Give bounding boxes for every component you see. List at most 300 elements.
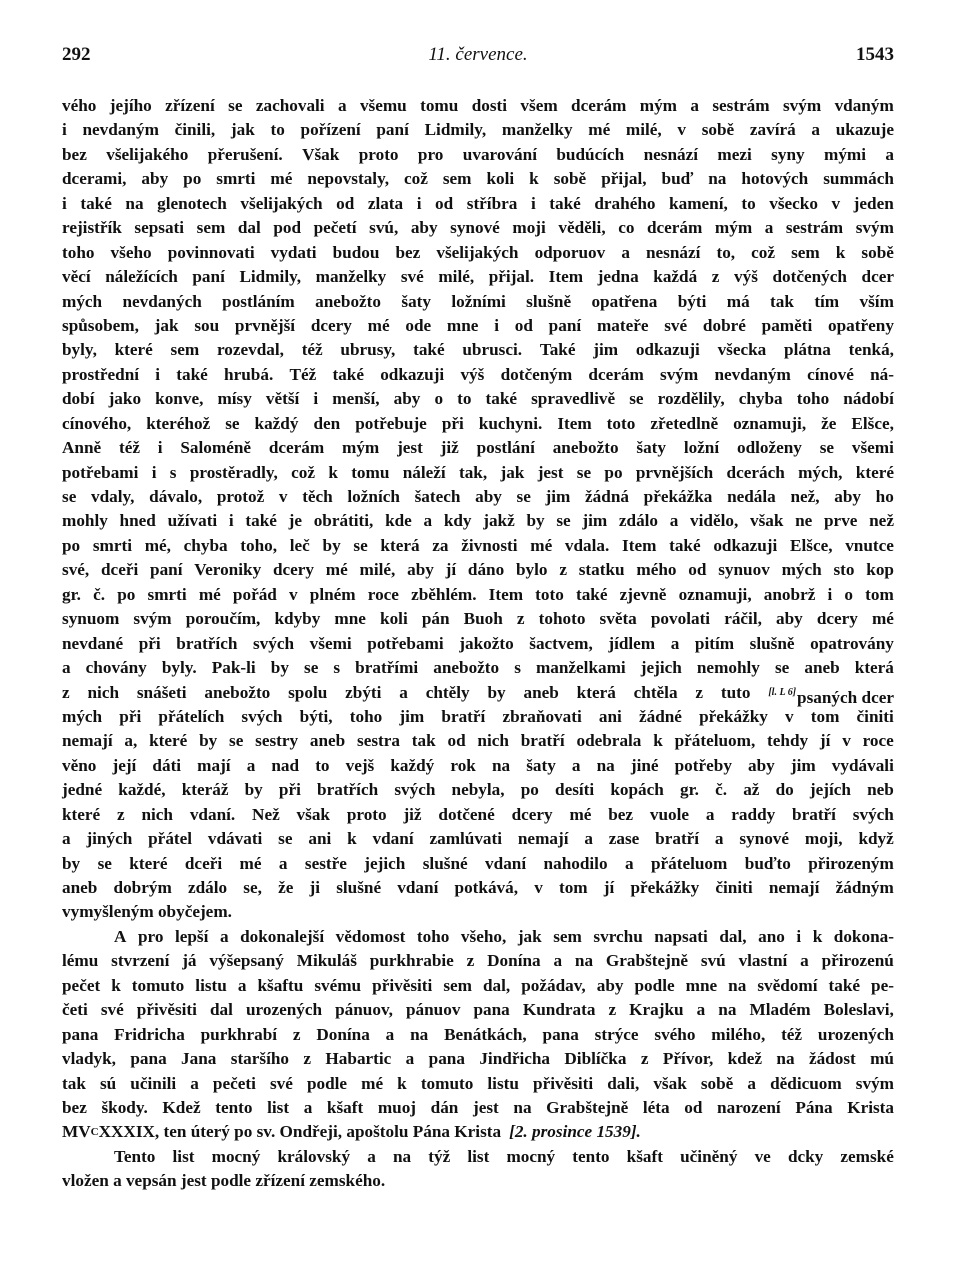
word: svým [855,218,894,238]
word: v [677,120,686,140]
word: ani [598,706,622,726]
word: Elšce, [851,413,894,433]
word: své [664,315,688,335]
word: Také [539,340,576,360]
word: v [289,584,298,604]
word: mé [325,560,348,580]
word: nemají [768,878,820,897]
word: a [399,682,408,702]
word: ráčil, [724,609,762,629]
word: manželky [501,120,573,140]
word: které [114,340,153,360]
word: i [827,584,833,604]
word: Boleslavi, [823,1000,894,1020]
word: též [781,1024,803,1044]
word: aby [393,389,421,409]
word: mne [334,609,366,629]
word: tím [814,291,840,311]
text-line [62,1072,894,1096]
word: by [62,853,81,873]
text-line [62,265,894,289]
word: gr. [62,584,81,604]
word: anebožto [552,438,619,458]
word: Elšce, [790,535,833,555]
word: dal [209,1000,233,1020]
word: ložními [451,291,506,311]
word: činili, [174,120,216,140]
word: prve [824,511,858,531]
word: napsati [654,926,708,946]
word: vdaní. [189,804,236,824]
word: zbraňovati [502,706,582,726]
word: se [629,389,644,409]
word: dceři [101,560,139,580]
text-line [62,974,894,998]
word: sestrám [785,218,844,238]
word: a [62,658,71,678]
word: na [708,169,727,189]
word: zbýti [345,682,382,702]
word: všelijakého [106,144,189,164]
word: svému [314,975,362,995]
word: Lidmily, [239,267,302,287]
word: také [828,975,861,995]
word: nemohly [696,658,760,678]
word: jak [230,120,255,140]
word: dáti [152,755,182,775]
word: Grabštejně [546,1097,629,1117]
word: rejistřík [62,218,122,238]
word: i [151,462,157,482]
word: č. [93,584,106,604]
word: pana [428,1049,465,1069]
word: list [172,1146,195,1166]
word: bez [395,242,421,262]
word: i [62,193,67,213]
word: výšepsaný [209,951,284,971]
word: Buoh [463,609,503,629]
word: dávalo, [149,487,203,506]
word: sem [196,218,226,238]
word: o [434,389,444,409]
word: na [574,951,594,971]
word: což [291,462,315,482]
word: paměti [761,315,813,335]
word: kdy [443,511,472,531]
word: kuchyni. [478,413,543,433]
word: nad [271,755,300,775]
word: nesnází [643,144,699,164]
text-line [62,412,894,436]
word: požádav, [521,975,586,995]
word: dal [237,218,261,238]
word: povolati [650,609,711,629]
word: a [811,120,821,140]
word: pana [130,1049,167,1069]
word: nedála [727,487,776,506]
word: paní [376,120,409,140]
word: slušně [749,633,795,653]
word: leč [289,535,310,555]
word: vdaní [397,878,439,897]
superscript-c: C [90,1126,99,1139]
word: spolu [288,682,328,702]
text-line [62,681,894,705]
word: uvarování [462,144,537,164]
word: jim [545,487,571,506]
word: cínového, [62,413,132,433]
word: všelijakých [436,242,519,262]
word: též [118,438,140,458]
word: dcerám [571,96,627,115]
word: k [835,242,846,262]
word: aby [748,755,775,775]
word: kde [385,511,412,531]
line-text: vložen a vepsán jest podle zřízení zemského. [62,1171,386,1191]
word: a [621,242,630,262]
word: do [775,780,794,800]
word: s [169,462,177,482]
word: od [447,731,466,751]
word: jeden [853,193,894,213]
word: zase [608,829,640,849]
word: kšaft [326,1097,364,1117]
word: k [328,462,338,482]
word: na [718,1000,737,1020]
word: s [514,658,521,678]
word: šatech [414,487,461,506]
word: chtěly [425,682,470,702]
word: a [246,755,256,775]
word: proto [358,144,399,164]
text-line [62,534,894,558]
word: roce [367,584,399,604]
word: své [269,1073,293,1093]
word: činiti [715,878,753,897]
word: jak [154,315,179,335]
word: aby [775,609,803,629]
word: svú, [369,218,399,238]
word: a [303,1097,313,1117]
word: ložních [347,487,400,506]
word: se [576,462,592,482]
word: na [491,755,511,775]
word: kamení, [669,193,728,213]
word: nich [87,682,120,702]
word: svých [252,633,295,653]
word: světa [599,609,637,629]
word: bez [62,144,87,164]
word: všemi [851,438,894,458]
word: paní [150,560,183,580]
word: by [322,535,341,555]
word: svých [241,706,283,726]
word: chyba [738,389,783,409]
word: stvrzení [111,951,170,971]
line-tail: psaných dcer [797,687,894,707]
word: léta [642,1097,670,1117]
word: buď [661,169,694,189]
word: Kdež [162,1097,201,1117]
word: jí [819,731,831,751]
text-line [62,338,894,362]
word: jí [445,560,457,580]
word: tehdy [767,731,809,751]
word: list [267,1097,290,1117]
word: č. [715,780,728,800]
word: slušně [526,291,572,311]
word: Donína [487,951,541,971]
word: dotčeným [500,364,573,384]
word: aby [141,169,169,189]
word: všeho, [460,926,507,946]
word: jiné [630,755,659,775]
word: purkhrabie [369,951,454,971]
word: pro [417,144,444,164]
word: listu [487,1073,519,1093]
text-line [62,876,894,900]
word: opatřeny [828,315,894,335]
word: sou [194,315,220,335]
word: Lidmily, [424,120,487,140]
word: summách [823,169,894,189]
word: na [392,1146,412,1166]
word: vejš [345,755,375,775]
text-line [62,94,894,118]
word: pe- [871,975,894,995]
word: toto [535,584,564,604]
word: se [278,829,293,849]
word: a [423,511,433,531]
text-line [62,949,894,973]
word: se [516,487,531,506]
word: kteráž [181,780,229,800]
word: tohoto [538,609,586,629]
word: se [97,853,112,873]
word: svých [394,780,436,800]
word: toho [416,926,450,946]
word: odebrala [576,731,642,751]
word: sobě [861,242,894,262]
word: mé [270,169,293,189]
word: ano [758,926,785,946]
word: dcky [787,1146,824,1166]
word: mé [569,804,592,824]
word: budúcích [556,144,625,164]
word: to [315,755,330,775]
word: synuov [718,560,770,580]
word: že [278,878,294,897]
word: dcerám [268,438,325,458]
word: a [219,926,229,946]
word: každá [653,267,698,287]
word: což [404,169,428,189]
word: z [303,1049,312,1069]
word: zřízení [165,96,215,115]
word: narození [717,1097,781,1117]
word: sobě [700,1073,734,1093]
word: plném [309,584,356,604]
word: toho [349,706,383,726]
word: jejích [809,780,851,800]
word: a [670,633,680,653]
word: dcer [861,267,894,287]
word: jí [603,878,615,897]
word: činiti [856,706,894,726]
word: prostěradly, [189,462,278,482]
word: na [728,975,747,995]
word: jest [537,462,564,482]
word: stříbra [466,193,518,213]
word: nemají [62,731,113,751]
word: a [885,144,894,164]
word: nebyla, [451,780,505,800]
word: byly, [62,340,97,360]
word: výš [460,364,485,384]
word: mú [870,1049,894,1069]
word: od [684,1097,703,1117]
word: Též [289,364,317,384]
word: četi [62,1000,88,1020]
word: dcerách [726,462,785,482]
year-label: 1543 [856,44,894,65]
word: jakožto [459,633,514,653]
word: koli [380,609,408,629]
word: šactvem, [529,633,593,653]
word: sobě [701,120,735,140]
word: již [403,804,422,824]
word: každý [254,413,299,433]
word: paní [548,315,582,335]
word: které [129,853,168,873]
word: dcerám [588,364,644,384]
word: ve [754,1146,771,1166]
word: a [367,1146,376,1166]
word: svrchu [593,926,643,946]
word: nevdaným [714,364,791,384]
word: smrti [147,584,187,604]
word: sem [791,242,820,262]
word: také [176,364,208,384]
word: by [487,682,506,702]
word: sobě [553,169,587,189]
word: býti, [299,706,333,726]
word: mocný [506,1146,556,1166]
word: bylo [516,560,548,580]
word: kšaftu [257,975,304,995]
word: dal, [482,975,511,995]
word: mé [530,535,553,555]
word: sem [170,340,200,360]
word: tento [572,1146,610,1166]
word: pečet [62,975,101,995]
word: přátel [148,829,193,849]
word: od [435,193,454,213]
word: než [869,511,894,531]
text-line [62,1047,894,1071]
word: než, [790,487,820,506]
word: Mladém [749,1000,811,1020]
word: neb [867,780,894,800]
text-line [62,729,894,753]
word: potřebami [367,633,444,653]
text-line [62,705,894,729]
word: jedna [597,267,639,287]
word: že [821,413,837,433]
date-line-rest: XXXIX, ten úterý po sv. Ondřeji, apoštolu Pána Krista [98,1122,502,1142]
word: tenká, [848,340,894,360]
word: list [467,1146,490,1166]
word: oznamuji, [678,584,752,604]
word: jako [108,389,142,409]
word: kdyby [274,609,321,629]
word: raddy [731,804,776,824]
word: vladyk, [62,1049,116,1069]
word: žádná [585,487,629,506]
word: dotčených [772,267,847,287]
word: Kundrata [522,1000,596,1020]
word: tak [770,291,794,311]
word: povinnovati [167,242,255,262]
word: vnutce [845,535,894,555]
word: po [520,780,539,800]
word: učinili [130,1073,177,1093]
word: hned [119,511,156,531]
word: Item [548,267,584,287]
word: všemu [359,96,407,115]
word: zlata [367,193,404,213]
word: zavírá [749,120,796,140]
word: z [466,951,475,971]
word: dcery [511,804,553,824]
word: v [534,878,543,897]
word: nemají [517,829,569,849]
word: zachovali [255,96,325,115]
word: náleží [402,462,446,482]
word: výš [734,267,758,287]
word: ubrusy, [340,340,396,360]
word: jest [473,1097,499,1117]
word: sú [99,1073,117,1093]
word: milé, [625,120,662,140]
word: synové [739,829,790,849]
word: a [800,951,809,971]
text-line [62,998,894,1022]
word: opatřena [591,291,658,311]
word: jejich [640,658,682,678]
word: a [747,1073,756,1093]
word: co [618,218,635,238]
word: urozených [245,1000,323,1020]
word: a [385,1024,395,1044]
word: pod [273,218,302,238]
word: strýce [594,1024,639,1044]
word: by [526,511,545,531]
word: purkhrabí [200,1024,278,1044]
word: vidělo, [690,511,739,531]
word: na [776,1049,795,1069]
text-line [62,900,894,924]
word: Přívor, [662,1049,714,1069]
word: kop [866,560,894,580]
word: sestrám [712,96,770,115]
word: z [695,682,704,702]
word: se [819,438,835,458]
word: kdež [727,1049,763,1069]
word: přivěsiti [136,1000,197,1020]
word: nahodilo [543,853,608,873]
page-header [62,44,894,72]
